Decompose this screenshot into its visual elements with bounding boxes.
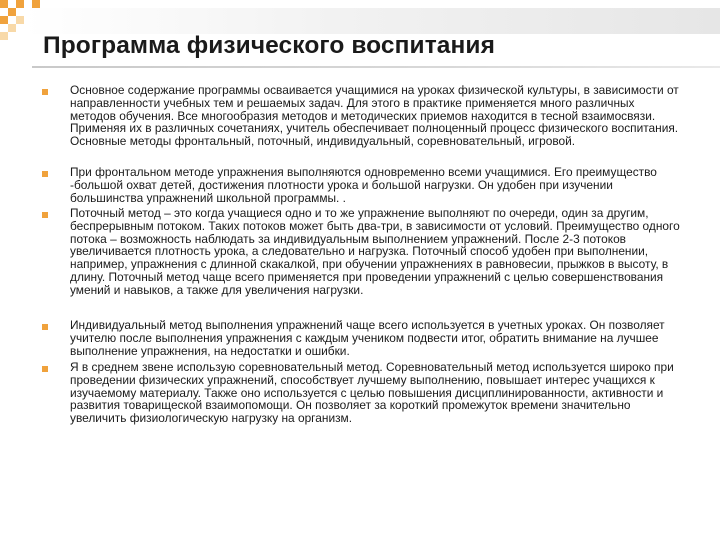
square-bullet-icon [42, 89, 48, 95]
square-bullet-icon [42, 171, 48, 177]
square-bullet-icon [42, 366, 48, 372]
list-item: При фронтальном методе упражнения выполняются одновременно всеми учащимися. Его преимущество -большой охват детей, достижения плотности урока и большой нагрузки. Он удобен при изучении большинства упражнений школьной программы. . [70, 165, 657, 205]
square-bullet-icon [42, 324, 48, 330]
list-item: Индивидуальный метод выполнения упражнений чаще всего используется в учетных уроках. Он позволяет учителю после выполнения упражнения с каждым учеником подвести итог, обратить внимание на лучшее выполнение упражнения, на недостатки и ошибки. [70, 318, 665, 358]
square-bullet-icon [42, 212, 48, 218]
list-item: Поточный метод – это когда учащиеся одно и то же упражнение выполняют по очереди, один за другим, беспрерывным потоком. Таких потоков может быть два-три, в зависимости от условий. Преимущество одного потока – возможность наблюдать за индивидуальным выполнением упражнений. После 2-3 потоков увеличивается плотность урока, а следовательно и нагрузка. Поточный способ удобен при выполнении, например, упражнения с длинной скакалкой, при обучении упражнениях в равновесии, прыжков в высоту, в длину. Поточный метод чаще всего применяется при проведении упражнений с целью совершенствования умений и навыков, а также для увеличения нагрузки. [70, 206, 680, 297]
list-item: Основное содержание программы осваивается учащимися на уроках физической культуры, в зависимости от направленности учебных тем и решаемых задач. Для этого в практике применяется много различных методов обучения. Все многообразия методов и методических приемов находится в тесной взаимосвязи. Применяя их в различных сочетаниях, учитель обеспечивает полноценный процесс физического воспитания. Основные методы фронтальный, поточный, индивидуальный, соревновательный, игровой. [70, 83, 679, 148]
slide-title: Программа физического воспитания [43, 32, 495, 59]
list-item: Я в среднем звене использую соревновательный метод. Соревновательный метод используется широко при проведении физических упражнений, способствует лучшему выполнению, повышает интерес учащихся к изучаемому материалу. Также оно используется с целью повышения дисциплинированности, активности и развития товарищеской взаимопомощи. Он позволяет за короткий промежуток времени значительно увеличить физиологическую нагрузку на организм. [70, 360, 674, 425]
